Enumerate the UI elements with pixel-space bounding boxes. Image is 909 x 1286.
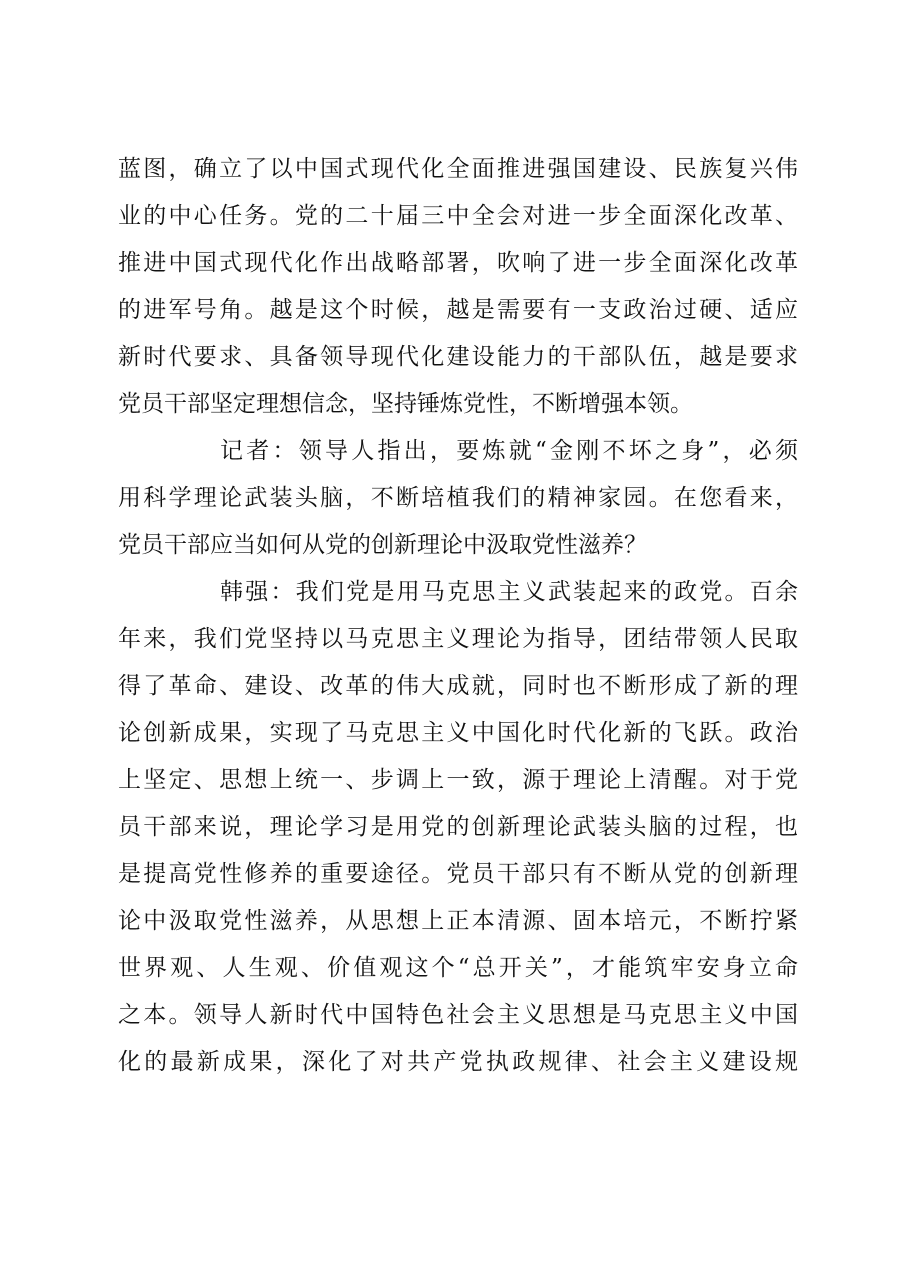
text-line: 用科学理论武装头脑，不断培植我们的精神家园。在您看来， xyxy=(118,485,798,511)
text-line: 蓝图，确立了以中国式现代化全面推进强国建设、民族复兴伟 xyxy=(118,156,798,182)
paragraph-answer xyxy=(118,569,798,1086)
paragraph-continuation xyxy=(118,146,798,428)
text-line: 世界观、人生观、价值观这个“总开关”，才能筑牢安身立命 xyxy=(118,955,798,981)
text-line: 新时代要求、具备领导现代化建设能力的干部队伍，越是要求 xyxy=(118,344,798,370)
text-line: 论中汲取党性滋养，从思想上正本清源、固本培元，不断拧紧 xyxy=(118,908,798,934)
text-line: 员干部来说，理论学习是用党的创新理论武装头脑的过程，也 xyxy=(118,814,798,840)
text-line: 年来，我们党坚持以马克思主义理论为指导，团结带领人民取 xyxy=(118,626,798,652)
text-line: 之本。领导人新时代中国特色社会主义思想是马克思主义中国 xyxy=(118,1002,798,1028)
text-line: 业的中心任务。党的二十届三中全会对进一步全面深化改革、 xyxy=(118,203,798,229)
text-line: 记者：领导人指出，要炼就“金刚不坏之身”，必须 xyxy=(220,438,798,464)
document-body xyxy=(118,146,798,1086)
text-line: 得了革命、建设、改革的伟大成就，同时也不断形成了新的理 xyxy=(118,673,798,699)
text-line: 党员干部应当如何从党的创新理论中汲取党性滋养？ xyxy=(118,532,647,558)
text-line: 论创新成果，实现了马克思主义中国化时代化新的飞跃。政治 xyxy=(118,720,798,746)
text-line: 的进军号角。越是这个时候，越是需要有一支政治过硬、适应 xyxy=(118,297,798,323)
text-line: 韩强：我们党是用马克思主义武装起来的政党。百余 xyxy=(220,579,798,605)
paragraph-reporter-question xyxy=(118,428,798,569)
text-line: 是提高党性修养的重要途径。党员干部只有不断从党的创新理 xyxy=(118,861,798,887)
text-line: 化的最新成果，深化了对共产党执政规律、社会主义建设规 xyxy=(118,1049,798,1075)
text-line: 党员干部坚定理想信念，坚持锤炼党性，不断增强本领。 xyxy=(118,391,693,417)
text-line: 上坚定、思想上统一、步调上一致，源于理论上清醒。对于党 xyxy=(118,767,798,793)
text-line: 推进中国式现代化作出战略部署，吹响了进一步全面深化改革 xyxy=(118,250,798,276)
